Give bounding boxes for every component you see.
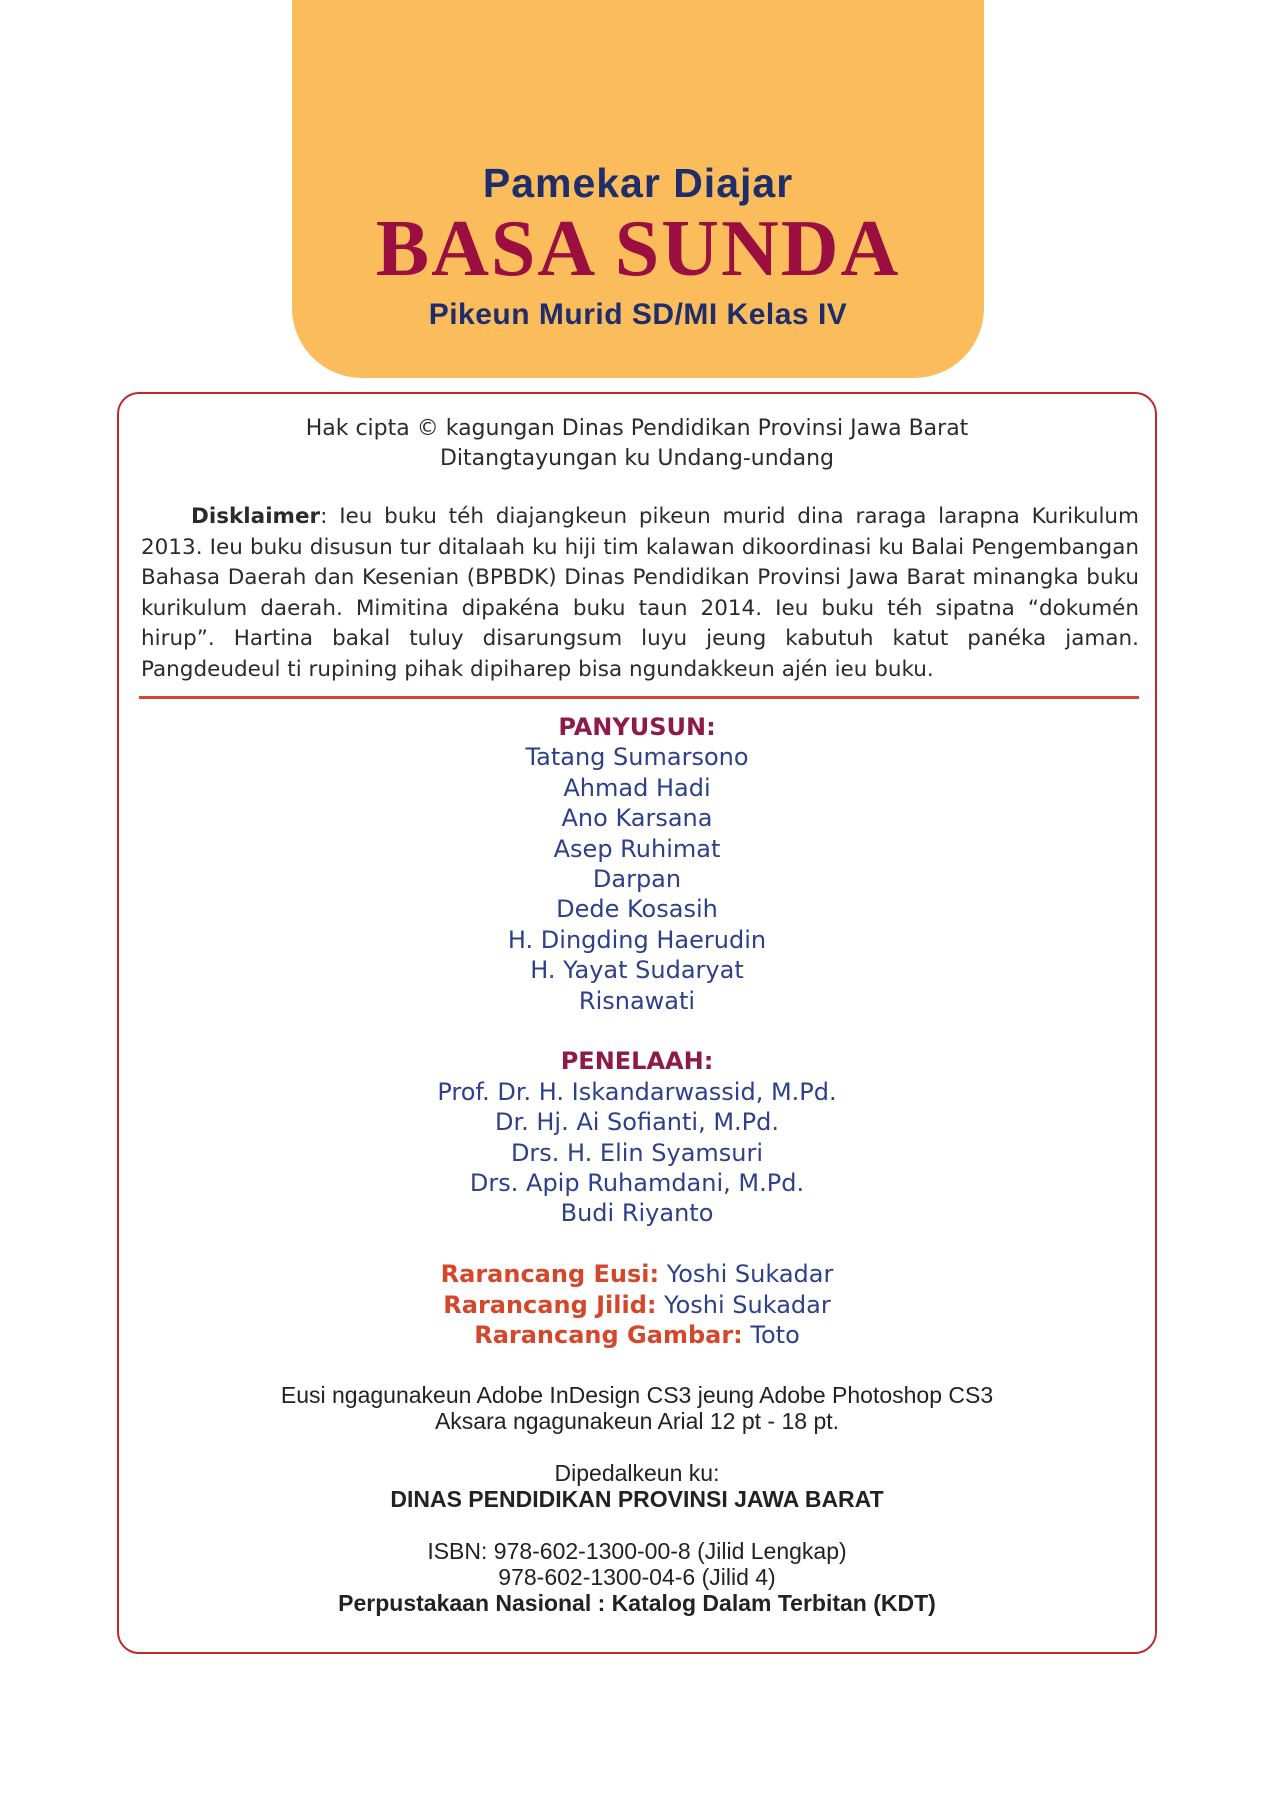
software-note: Eusi ngagunakeun Adobe InDesign CS3 jeung Adobe Photoshop CS3 (280, 1382, 994, 1408)
reviewer-name: Drs. Apip Ruhamdani, M.Pd. (469, 1169, 805, 1198)
isbn-complete: ISBN: 978-602-1300-00-8 (Jilid Lengkap) (427, 1538, 847, 1564)
credit-line-gambar (119, 1320, 1155, 1350)
section-divider (139, 696, 1139, 699)
credit-value: Yoshi Sukadar (656, 1290, 831, 1319)
credit-label: Rarancang Eusi: (440, 1260, 660, 1289)
author-name: Tatang Sumarsono (525, 743, 749, 772)
reviewer-name: Budi Riyanto (560, 1199, 714, 1228)
font-note: Aksara ngagunakeun Arial 12 pt - 18 pt. (434, 1408, 840, 1434)
disclaimer-paragraph (141, 502, 1139, 685)
disclaimer-text: : Ieu buku téh diajangkeun pikeun murid dina raraga larapna Kurikulum 2013. Ieu buku disusun tur ditalaah ku hiji tim kalawan dikoordinasi ku Balai Pengembangan Bahasa Daerah dan Kesenian (BPBDK) Dinas Pendidikan Provinsi Jawa Barat minangka buku kurikulum daerah. Mimitina dipakéna buku taun 2014. Ieu buku téh sipatna “dokumén hirup”. Hartina bakal tuluy disarungsum luyu jeung kabutuh katut panéka jaman. Pangdeudeul ti rupining pihak dipiharep bisa ngundakkeun ajén ieu buku. (141, 504, 1139, 682)
author-name: Ano Karsana (561, 804, 713, 833)
credits-box (117, 392, 1157, 1654)
book-title: BASA SUNDA (375, 205, 901, 293)
credit-value: Yoshi Sukadar (659, 1260, 834, 1289)
author-name: Darpan (592, 865, 682, 894)
protection-line: Ditangtayungan ku Undang-undang (439, 446, 835, 471)
author-name: Dede Kosasih (556, 895, 718, 924)
author-name: Risnawati (578, 986, 696, 1015)
catalog-note: Perpustakaan Nasional : Katalog Dalam Terbitan (KDT) (338, 1590, 936, 1616)
copyright-notice (119, 414, 1155, 474)
credit-label: Rarancang Gambar: (474, 1321, 743, 1350)
author-name: Asep Ruhimat (553, 834, 721, 863)
author-name: H. Yayat Sudaryat (530, 956, 744, 985)
book-subtitle-top: Pamekar Diajar (482, 160, 794, 206)
publisher-name: DINAS PENDIDIKAN PROVINSI JAWA BARAT (390, 1486, 884, 1512)
reviewer-name: Drs. H. Elin Syamsuri (510, 1138, 764, 1167)
author-name: H. Dingding Haerudin (507, 925, 767, 954)
credit-line-jilid (119, 1290, 1155, 1320)
penyusun-heading: PANYUSUN: (558, 713, 716, 741)
reviewer-name: Dr. Hj. Ai Sofianti, M.Pd. (494, 1108, 780, 1137)
title-banner (292, 0, 984, 378)
credit-value: Toto (742, 1321, 800, 1350)
author-name: Ahmad Hadi (563, 773, 711, 802)
penelaah-heading: PENELAAH: (560, 1047, 714, 1076)
copyright-line: Hak cipta © kagungan Dinas Pendidikan Provinsi Jawa Barat (305, 416, 969, 441)
disclaimer-label: Disklaimer (191, 504, 321, 529)
contributors-list (119, 712, 1155, 1351)
credit-label: Rarancang Jilid: (443, 1290, 657, 1319)
published-by-label: Dipedalkeun ku: (554, 1460, 720, 1486)
credit-line-eusi (119, 1259, 1155, 1289)
reviewer-name: Prof. Dr. H. Iskandarwassid, M.Pd. (437, 1077, 837, 1106)
book-subtitle-bottom: Pikeun Murid SD/MI Kelas IV (428, 298, 848, 331)
isbn-volume: 978-602-1300-04-6 (Jilid 4) (498, 1564, 776, 1590)
colophon (119, 1382, 1155, 1616)
